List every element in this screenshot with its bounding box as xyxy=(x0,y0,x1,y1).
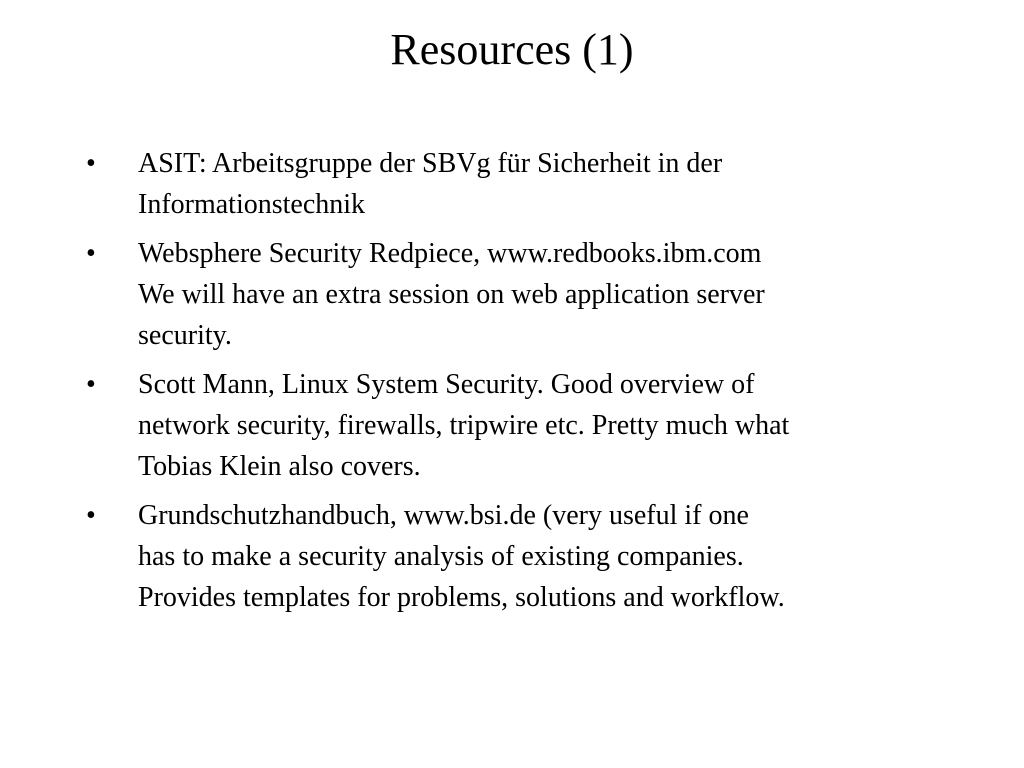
bullet-icon: • xyxy=(86,369,96,400)
slide-title: Resources (1) xyxy=(390,25,634,74)
bullet-item-websphere xyxy=(80,233,960,356)
bullet-text-line: Websphere Security Redpiece, www.redbooks.ibm.com xyxy=(138,238,762,269)
bullet-text-line: Provides templates for problems, solutions and workflow. xyxy=(138,582,785,613)
bullet-text-line: Informationstechnik xyxy=(138,189,366,220)
bullet-icon: • xyxy=(86,500,96,531)
bullet-text-line: Scott Mann, Linux System Security. Good overview of xyxy=(138,369,755,400)
bullet-text-line: Tobias Klein also covers. xyxy=(138,451,421,482)
bullet-icon: • xyxy=(86,148,96,179)
bullet-item-grundschutz xyxy=(80,495,960,618)
bullet-list xyxy=(80,143,960,626)
bullet-text-line: has to make a security analysis of existing companies. xyxy=(138,541,744,572)
bullet-text-line: network security, firewalls, tripwire etc. Pretty much what xyxy=(138,410,790,441)
bullet-icon: • xyxy=(86,238,96,269)
bullet-text-line: We will have an extra session on web application server xyxy=(138,279,765,310)
bullet-text-line: Grundschutzhandbuch, www.bsi.de (very useful if one xyxy=(138,500,749,531)
bullet-text-line: ASIT: Arbeitsgruppe der SBVg für Sicherheit in der xyxy=(138,148,723,179)
bullet-item-scott-mann xyxy=(80,364,960,487)
bullet-text-line: security. xyxy=(138,320,232,351)
bullet-item-asit xyxy=(80,143,960,225)
